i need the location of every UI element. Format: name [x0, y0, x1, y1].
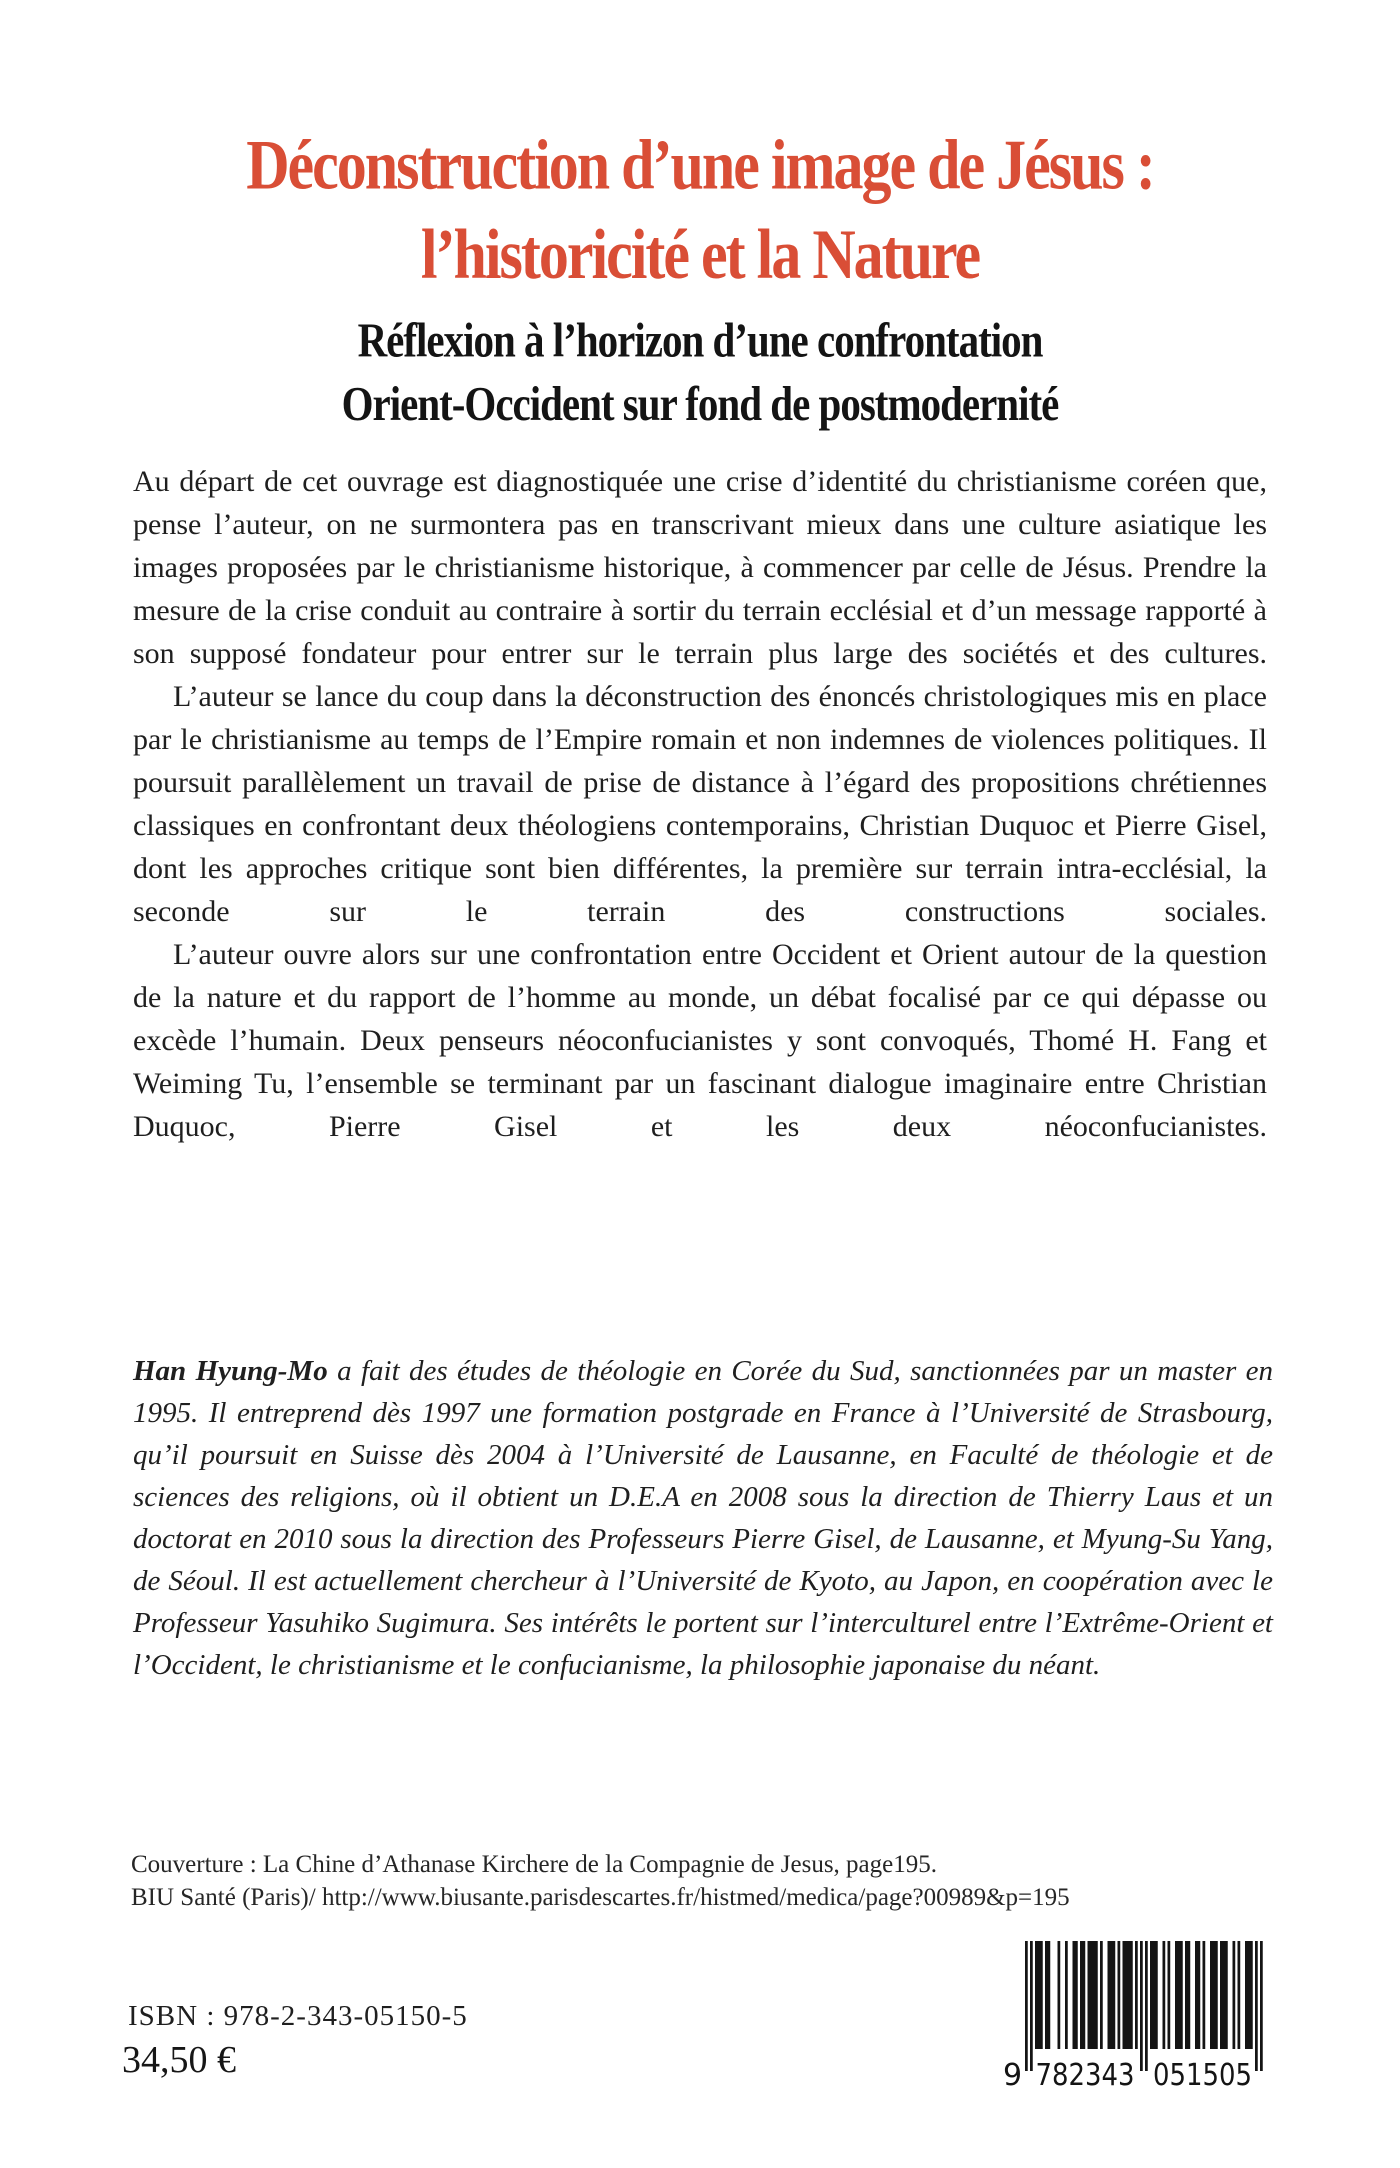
cover-credits	[131, 1848, 1281, 1914]
ean13-barcode	[1001, 1941, 1269, 2093]
author-name: Han Hyung-Mo	[133, 1355, 328, 1387]
cover-credit-url: BIU Santé (Paris)/ http://www.biusante.parisdescartes.fr/histmed/medica/page?00989&p=195	[131, 1884, 1070, 1911]
svg-text:051505: 051505	[1153, 2058, 1252, 2093]
isbn: ISBN : 978-2-343-05150-5	[128, 2000, 468, 2032]
synopsis-paragraph-3: L’auteur ouvre alors sur une confrontation entre Occident et Orient autour de la question de la nature et du rapport de l’homme au monde, un débat focalisé par ce qui dépasse ou excède l’humain. Deux penseurs néoconfucianistes y sont convoqués, Thomé H. Fang et Weiming Tu, l’ensemble se terminant par un fascinant dialogue imaginaire entre Christian Duquoc, Pierre Gisel et les deux néoconfucianistes.	[133, 938, 1267, 1143]
book-title-line1: Déconstruction d’une image de Jésus :	[246, 125, 1154, 204]
cover-credit-line: Couverture : La Chine d’Athanase Kirchere de la Compagnie de Jesus, page195.	[131, 1851, 937, 1878]
price: 34,50 €	[122, 2039, 236, 2081]
book-subtitle	[0, 308, 1400, 435]
synopsis	[133, 460, 1267, 1148]
book-title-line2: l’historicité et la Nature	[420, 215, 980, 294]
author-bio-text: a fait des études de théologie en Corée du Sud, sanctionnées par un master en 1995. Il entreprend dès 1997 une formation postgrade en France à l’Université de Strasbourg, qu’il poursuit en Suisse dès 2004 à l’Université de Lausanne, en Faculté de théologie et de sciences des religions, où il obtient un D.E.A en 2008 sous la direction de Thierry Laus et un doctorat en 2010 sous la direction des Professeurs Pierre Gisel, de Lausanne, et Myung-Su Yang, de Séoul. Il est actuellement chercheur à l’Université de Kyoto, au Japon, en coopération avec le Professeur Yasuhiko Sugimura. Ses intérêts le portent sur l’interculturel entre l’Extrême-Orient et l’Occident, le christianisme et le confucianisme, la philosophie japonaise du néant.	[133, 1355, 1273, 1681]
book-subtitle-line1: Réflexion à l’horizon d’une confrontation	[357, 312, 1043, 367]
svg-text:782343: 782343	[1035, 2058, 1135, 2093]
author-bio	[133, 1350, 1273, 1686]
svg-text:9: 9	[1003, 2058, 1023, 2093]
synopsis-paragraph-2: L’auteur se lance du coup dans la déconstruction des énoncés christologiques mis en place par le christianisme au temps de l’Empire romain et non indemnes de violences politiques. Il poursuit parallèlement un travail de prise de distance à l’égard des propositions chrétiennes classiques en confrontant deux théologiens contemporains, Christian Duquoc et Pierre Gisel, dont les approches critique sont bien différentes, la première sur terrain intra-ecclésial, la seconde sur le terrain des constructions sociales.	[133, 680, 1267, 928]
book-title	[0, 120, 1400, 299]
synopsis-paragraph-1: Au départ de cet ouvrage est diagnostiquée une crise d’identité du christianisme coréen que, pense l’auteur, on ne surmontera pas en transcrivant mieux dans une culture asiatique les images proposées par le christianisme historique, à commencer par celle de Jésus. Prendre la mesure de la crise conduit au contraire à sortir du terrain ecclésial et d’un message rapporté à son supposé fondateur pour entrer sur le terrain plus large des sociétés et des cultures.	[133, 465, 1267, 670]
book-subtitle-line2: Orient-Occident sur fond de postmodernité	[341, 376, 1059, 431]
author-bio-paragraph	[133, 1350, 1273, 1686]
